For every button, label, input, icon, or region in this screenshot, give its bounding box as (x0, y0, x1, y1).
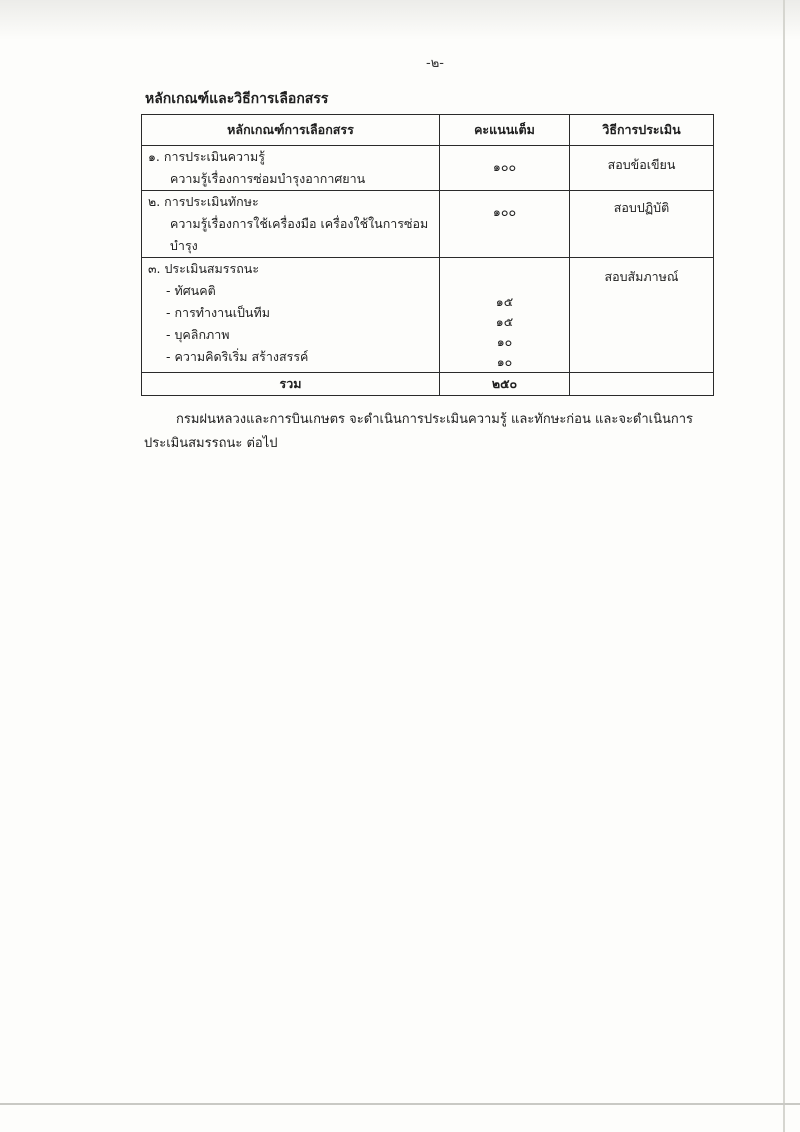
table-row (142, 146, 714, 191)
scan-edge (783, 0, 785, 1132)
paragraph-line: ประเมินสมรรถนะ ต่อไป (144, 436, 278, 451)
method-cell (570, 191, 714, 258)
score-value: ๑๐๐ (492, 204, 517, 219)
criteria-detail: ความรู้เรื่องการใช้เครื่องมือ เครื่องใช้ในการซ่อม (170, 216, 429, 231)
score-cell (440, 258, 570, 373)
paragraph-line: กรมฝนหลวงและการบินเกษตร จะดำเนินการประเมินความรู้ และทักษะก่อน และจะดำเนินการ (176, 412, 694, 427)
total-method-empty (570, 373, 714, 396)
method-cell (570, 258, 714, 373)
method-cell (570, 146, 714, 191)
page-number: -๒- (426, 56, 444, 71)
score-cell (440, 191, 570, 258)
criteria-title: ๒. การประเมินทักษะ (148, 194, 259, 209)
total-score: ๒๕๐ (440, 373, 570, 396)
criteria-title: ๓. ประเมินสมรรถนะ (148, 261, 260, 276)
competency-item: - ความคิดริเริ่ม สร้างสรรค์ (166, 349, 309, 364)
criteria-cell (142, 146, 440, 191)
criteria-detail: ความรู้เรื่องการซ่อมบำรุงอากาศยาน (170, 171, 366, 186)
competency-score: ๑๕ (495, 314, 514, 329)
competency-score: ๑๕ (495, 294, 514, 309)
table-header-row (142, 115, 714, 146)
method-value: สอบปฏิบัติ (613, 200, 670, 215)
criteria-cell (142, 191, 440, 258)
score-spacer (446, 258, 563, 292)
score-cell (440, 146, 570, 191)
method-value: สอบสัมภาษณ์ (604, 269, 679, 284)
competency-item: - การทำงานเป็นทีม (166, 305, 270, 320)
criteria-detail: บำรุง (170, 238, 198, 253)
closing-paragraph (144, 408, 724, 456)
competency-score: ๑๐ (496, 354, 513, 369)
header-criteria: หลักเกณฑ์การเลือกสรร (142, 115, 440, 146)
total-label: รวม (142, 373, 440, 396)
scan-shadow (0, 0, 800, 40)
competency-item: - ทัศนคติ (166, 283, 216, 298)
section-title: หลักเกณฑ์และวิธีการเลือกสรร (145, 91, 329, 107)
header-method: วิธีการประเมิน (570, 115, 714, 146)
method-value: สอบข้อเขียน (607, 157, 676, 172)
score-value: ๑๐๐ (492, 159, 517, 174)
competency-score: ๑๐ (496, 334, 513, 349)
competency-item: - บุคลิกภาพ (166, 327, 230, 342)
criteria-cell (142, 258, 440, 373)
criteria-title: ๑. การประเมินความรู้ (148, 149, 265, 164)
table-total-row (142, 373, 714, 396)
table-row (142, 191, 714, 258)
table-row (142, 258, 714, 373)
criteria-table (141, 114, 714, 396)
header-full-score: คะแนนเต็ม (440, 115, 570, 146)
scan-bottom-edge (0, 1103, 800, 1105)
